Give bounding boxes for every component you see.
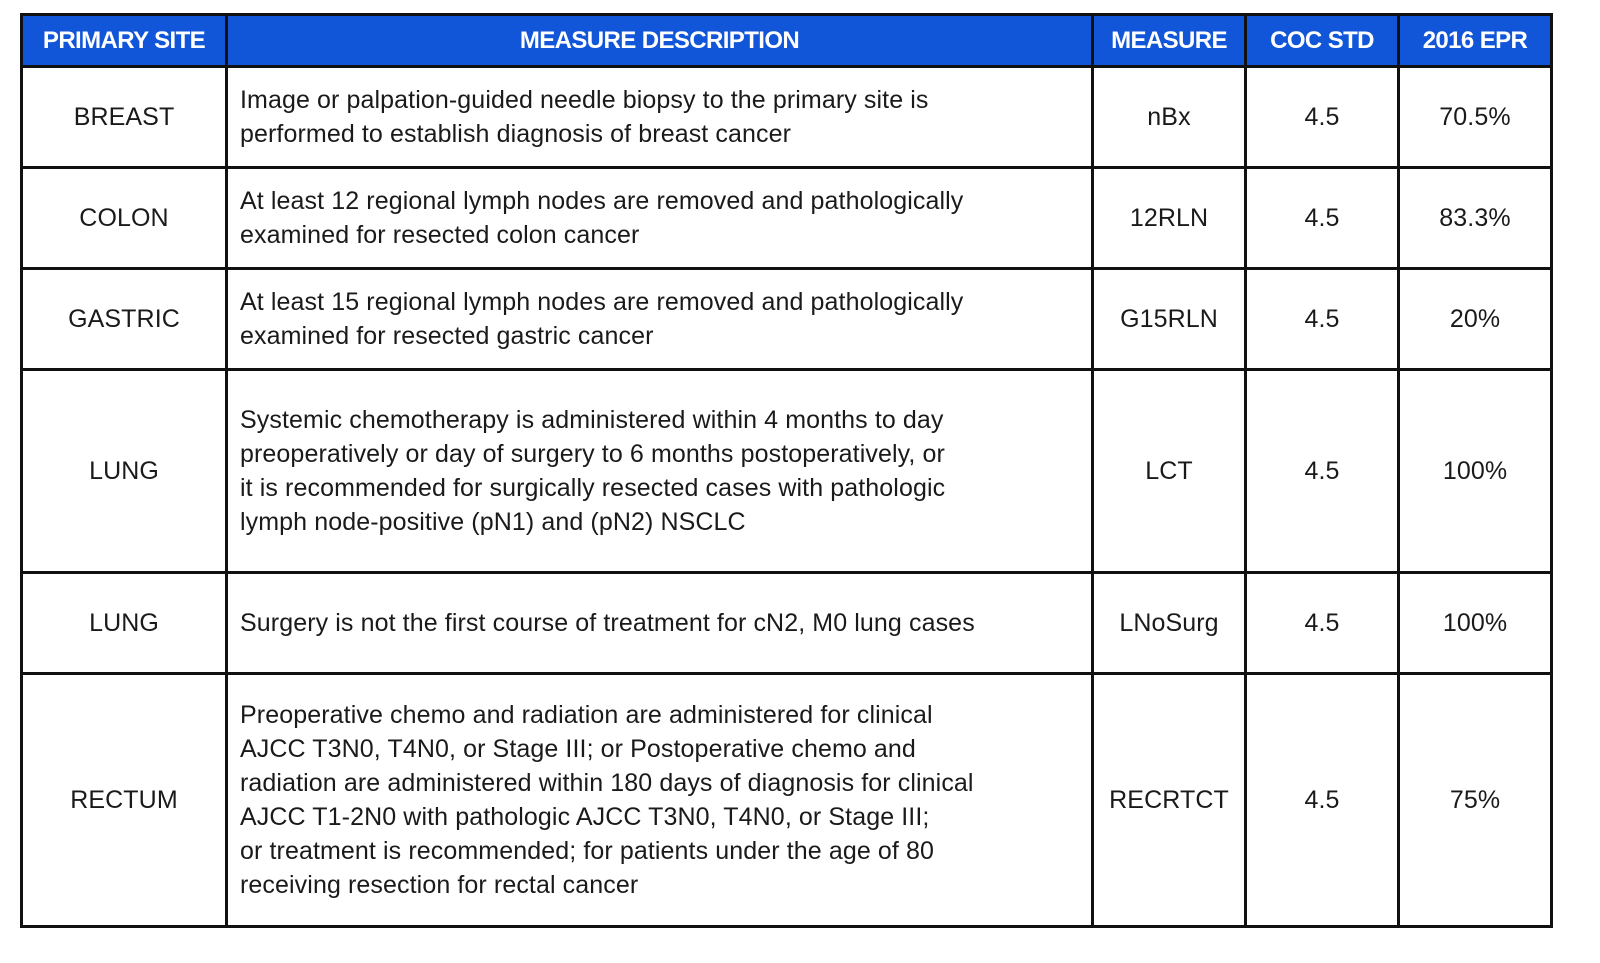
description-line: or treatment is recommended; for patients under the age of 80 <box>240 837 934 865</box>
description-line: AJCC T3N0, T4N0, or Stage III; or Postoperative chemo and <box>240 735 916 763</box>
description-line: performed to establish diagnosis of breast cancer <box>240 120 792 148</box>
header-measure-description: MEASURE DESCRIPTION <box>227 15 1093 67</box>
cell-coc-std: 4.5 <box>1246 370 1399 573</box>
description-line: Preoperative chemo and radiation are administered for clinical <box>240 701 933 729</box>
header-coc-std: COC STD <box>1246 15 1399 67</box>
cell-measure: nBx <box>1093 67 1246 168</box>
cell-coc-std: 4.5 <box>1246 168 1399 269</box>
header-row <box>22 15 1552 67</box>
cell-primary-site: LUNG <box>22 573 227 674</box>
description-line: it is recommended for surgically resected cases with pathologic <box>240 474 946 502</box>
quality-measures-table-wrapper <box>20 13 1550 928</box>
cell-primary-site: LUNG <box>22 370 227 573</box>
cell-coc-std: 4.5 <box>1246 67 1399 168</box>
description-line: radiation are administered within 180 days of diagnosis for clinical <box>240 769 974 797</box>
cell-measure-description <box>227 168 1093 269</box>
header-2016-epr: 2016 EPR <box>1399 15 1552 67</box>
cell-measure-description <box>227 269 1093 370</box>
cell-primary-site: BREAST <box>22 67 227 168</box>
table-row <box>22 269 1552 370</box>
cell-measure: RECRTCT <box>1093 674 1246 927</box>
cell-measure: LCT <box>1093 370 1246 573</box>
description-line: Surgery is not the first course of treatment for cN2, M0 lung cases <box>240 609 975 637</box>
table-row <box>22 674 1552 927</box>
description-line: receiving resection for rectal cancer <box>240 871 639 899</box>
cell-coc-std: 4.5 <box>1246 573 1399 674</box>
table-body <box>22 67 1552 927</box>
description-line: lymph node-positive (pN1) and (pN2) NSCLC <box>240 508 746 536</box>
description-line: Image or palpation-guided needle biopsy to the primary site is <box>240 86 929 114</box>
header-measure: MEASURE <box>1093 15 1246 67</box>
table-row <box>22 573 1552 674</box>
header-primary-site: PRIMARY SITE <box>22 15 227 67</box>
description-line: Systemic chemotherapy is administered within 4 months to day <box>240 406 944 434</box>
cell-coc-std: 4.5 <box>1246 269 1399 370</box>
cell-2016-epr: 100% <box>1399 370 1552 573</box>
cell-measure-description <box>227 370 1093 573</box>
description-line: preoperatively or day of surgery to 6 months postoperatively, or <box>240 440 945 468</box>
description-line: At least 12 regional lymph nodes are removed and pathologically <box>240 187 964 215</box>
table-header <box>22 15 1552 67</box>
description-line: examined for resected gastric cancer <box>240 322 654 350</box>
cell-measure-description <box>227 674 1093 927</box>
description-line: examined for resected colon cancer <box>240 221 640 249</box>
cell-2016-epr: 70.5% <box>1399 67 1552 168</box>
cell-2016-epr: 83.3% <box>1399 168 1552 269</box>
cell-primary-site: RECTUM <box>22 674 227 927</box>
cell-primary-site: COLON <box>22 168 227 269</box>
table-row <box>22 168 1552 269</box>
cell-measure-description <box>227 573 1093 674</box>
cell-measure: G15RLN <box>1093 269 1246 370</box>
cell-2016-epr: 75% <box>1399 674 1552 927</box>
cell-2016-epr: 100% <box>1399 573 1552 674</box>
cell-measure-description <box>227 67 1093 168</box>
description-line: AJCC T1-2N0 with pathologic AJCC T3N0, T4N0, or Stage III; <box>240 803 930 831</box>
description-line: At least 15 regional lymph nodes are removed and pathologically <box>240 288 964 316</box>
cell-measure: 12RLN <box>1093 168 1246 269</box>
cell-2016-epr: 20% <box>1399 269 1552 370</box>
table-row <box>22 370 1552 573</box>
cell-primary-site: GASTRIC <box>22 269 227 370</box>
cell-measure: LNoSurg <box>1093 573 1246 674</box>
cell-coc-std: 4.5 <box>1246 674 1399 927</box>
table-row <box>22 67 1552 168</box>
quality-measures-table <box>20 13 1553 928</box>
